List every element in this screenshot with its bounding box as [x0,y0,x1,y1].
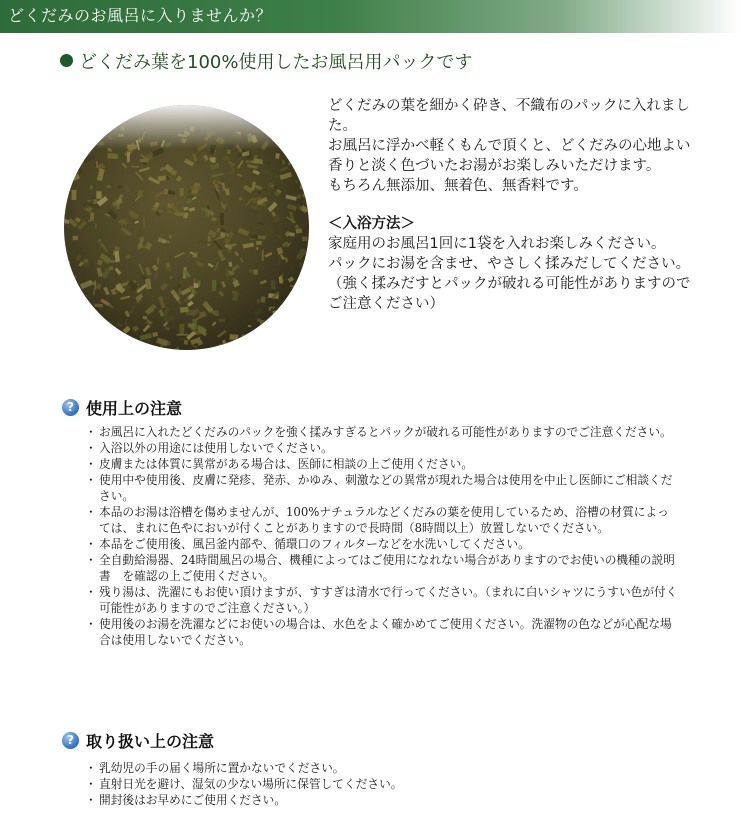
subtitle-text: どくだみ葉を100%使用したお風呂用パックです [79,52,473,73]
description-line: もちろん無添加、無着色、無香料です。 [328,178,588,194]
handling-caution-title: 取り扱い上の注意 [86,731,215,751]
handling-caution-list [88,760,680,808]
list-item: ・ 全自動給湯器、24時間風呂の場合、機種によってはご使用になれない場合がありますのでお使いの機種の説明書 を確認の上ご使用ください。 [88,552,680,584]
list-item: ・ 皮膚または体質に異常がある場合は、医師に相談の上ご使用ください。 [88,456,680,472]
banner-title: どくだみのお風呂に入りませんか？ [8,6,273,25]
product-description [328,96,694,314]
list-item: ・ 残り湯は、洗濯にもお使い頂けますが、すすぎは清水で行ってください。（まれに白いシャツにうすい色が付く可能性がありますのでご注意ください。） [88,584,680,616]
product-subtitle [60,50,472,76]
list-item: ・ お風呂に入れたどくだみのパックを強く揉みすぎるとパックが破れる可能性がありますのでご注意ください。 [88,424,680,440]
description-line: どくだみの葉を細かく砕き、不織布のパックに入れました。 [328,98,690,134]
title-banner [0,0,741,33]
herb-photo [64,105,309,350]
list-item: ・ 乳幼児の手の届く場所に置かないでください。 [88,760,680,776]
description-line: お風呂に浮かべ軽くもんで頂くと、どくだみの心地よい香りと淡く色づいたお湯がお楽しみいただけます。 [328,138,691,174]
bullet-icon [60,54,73,67]
usage-caution-heading [62,394,182,420]
method-heading: ＜入浴方法＞ [328,216,415,232]
list-item: ・ 直射日光を避け、湿気の少ない場所に保管してください。 [88,776,680,792]
usage-caution-list [88,424,680,648]
list-item: ・ 使用中や使用後、皮膚に発疹、発赤、かゆみ、刺激などの異常が現れた場合は使用を中止し医師にご相談ください。 [88,472,680,504]
usage-caution-title: 使用上の注意 [86,398,183,418]
question-icon: ? [62,399,79,416]
handling-caution-heading [62,727,214,753]
list-item: ・ 本品をご使用後、風呂釜内部や、循環口のフィルターなどを水洗いしてください。 [88,536,680,552]
list-item: ・ 開封後はお早めにご使用ください。 [88,792,680,808]
question-icon: ? [62,732,79,749]
list-item: ・ 使用後のお湯を洗濯などにお使いの場合は、水色をよく確かめてご使用ください。洗濯物の色などが心配な場合は使用しないでください。 [88,616,680,648]
list-item: ・ 本品のお湯は浴槽を傷めませんが、100%ナチュラルなどくだみの葉を使用しているため、浴槽の材質によっては、まれに色やにおいが付くことがありますので長時間（8時間以上）放置しないでください。 [88,504,680,536]
method-line: パックにお湯を含ませ、やさしく揉みだしてください。（強く揉みだすとパックが破れる可能性がありますのでご注意ください） [328,256,691,312]
list-item: ・ 入浴以外の用途には使用しないでください。 [88,440,680,456]
method-line: 家庭用のお風呂1回に1袋を入れお楽しみください。 [328,236,666,252]
